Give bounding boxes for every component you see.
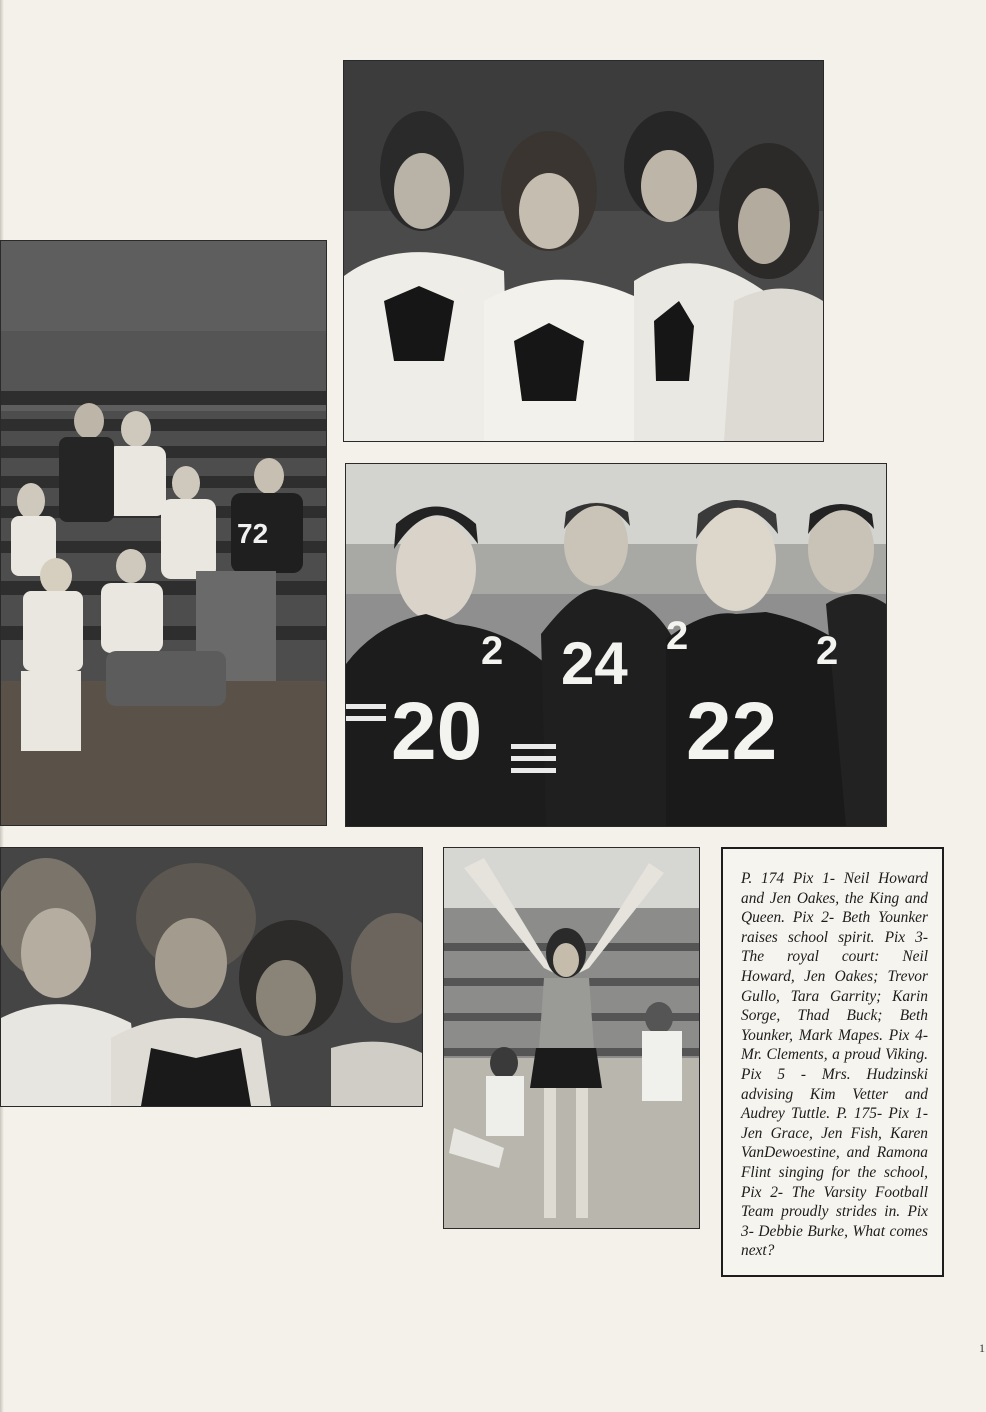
caption-text: P. 174 Pix 1- Neil Howard and Jen Oakes, the King and Queen. Pix 2- Beth Younker raises school spirit. Pix 3- The royal court: Neil Howard, Jen Oakes; Trevor Gullo, Tara Garrity; Karin Sorge, Thad Buck; Beth Younker, Mark Mapes. Pix 4- Mr. Clements, a proud Viking. Pix 5 - Mrs. Hudzinski advising Kim Vetter and Audrey Tuttle. P. 175- Pix 1- Jen Grace, Jen Fish, Karen VanDewoestine, and Ramona Flint singing for the school, Pix 2- The Varsity Football Team proudly strides in. Pix 3- Debbie Burke, What comes next? [741,870,928,1260]
jersey-22: 22 [686,686,778,777]
jersey-sleeve-right: 2 [816,629,839,673]
jersey-sleeve-left: 2 [481,629,504,673]
jersey-sleeve-middle: 2 [666,614,689,658]
jersey-24: 24 [561,630,628,697]
advising-image [1,848,422,1106]
football-image [346,464,886,826]
advising-photo [0,847,423,1107]
royal-court-image [1,241,326,825]
jersey-20: 20 [391,686,483,777]
caption-box [721,847,944,1277]
singers-photo [343,60,824,442]
jersey-72: 72 [237,518,269,549]
page-number: 1 [979,1341,985,1355]
cheerleader-image [444,848,699,1228]
cheerleader-photo [443,847,700,1229]
royal-court-photo [0,240,327,826]
football-photo [345,463,887,827]
singers-image [344,61,823,441]
